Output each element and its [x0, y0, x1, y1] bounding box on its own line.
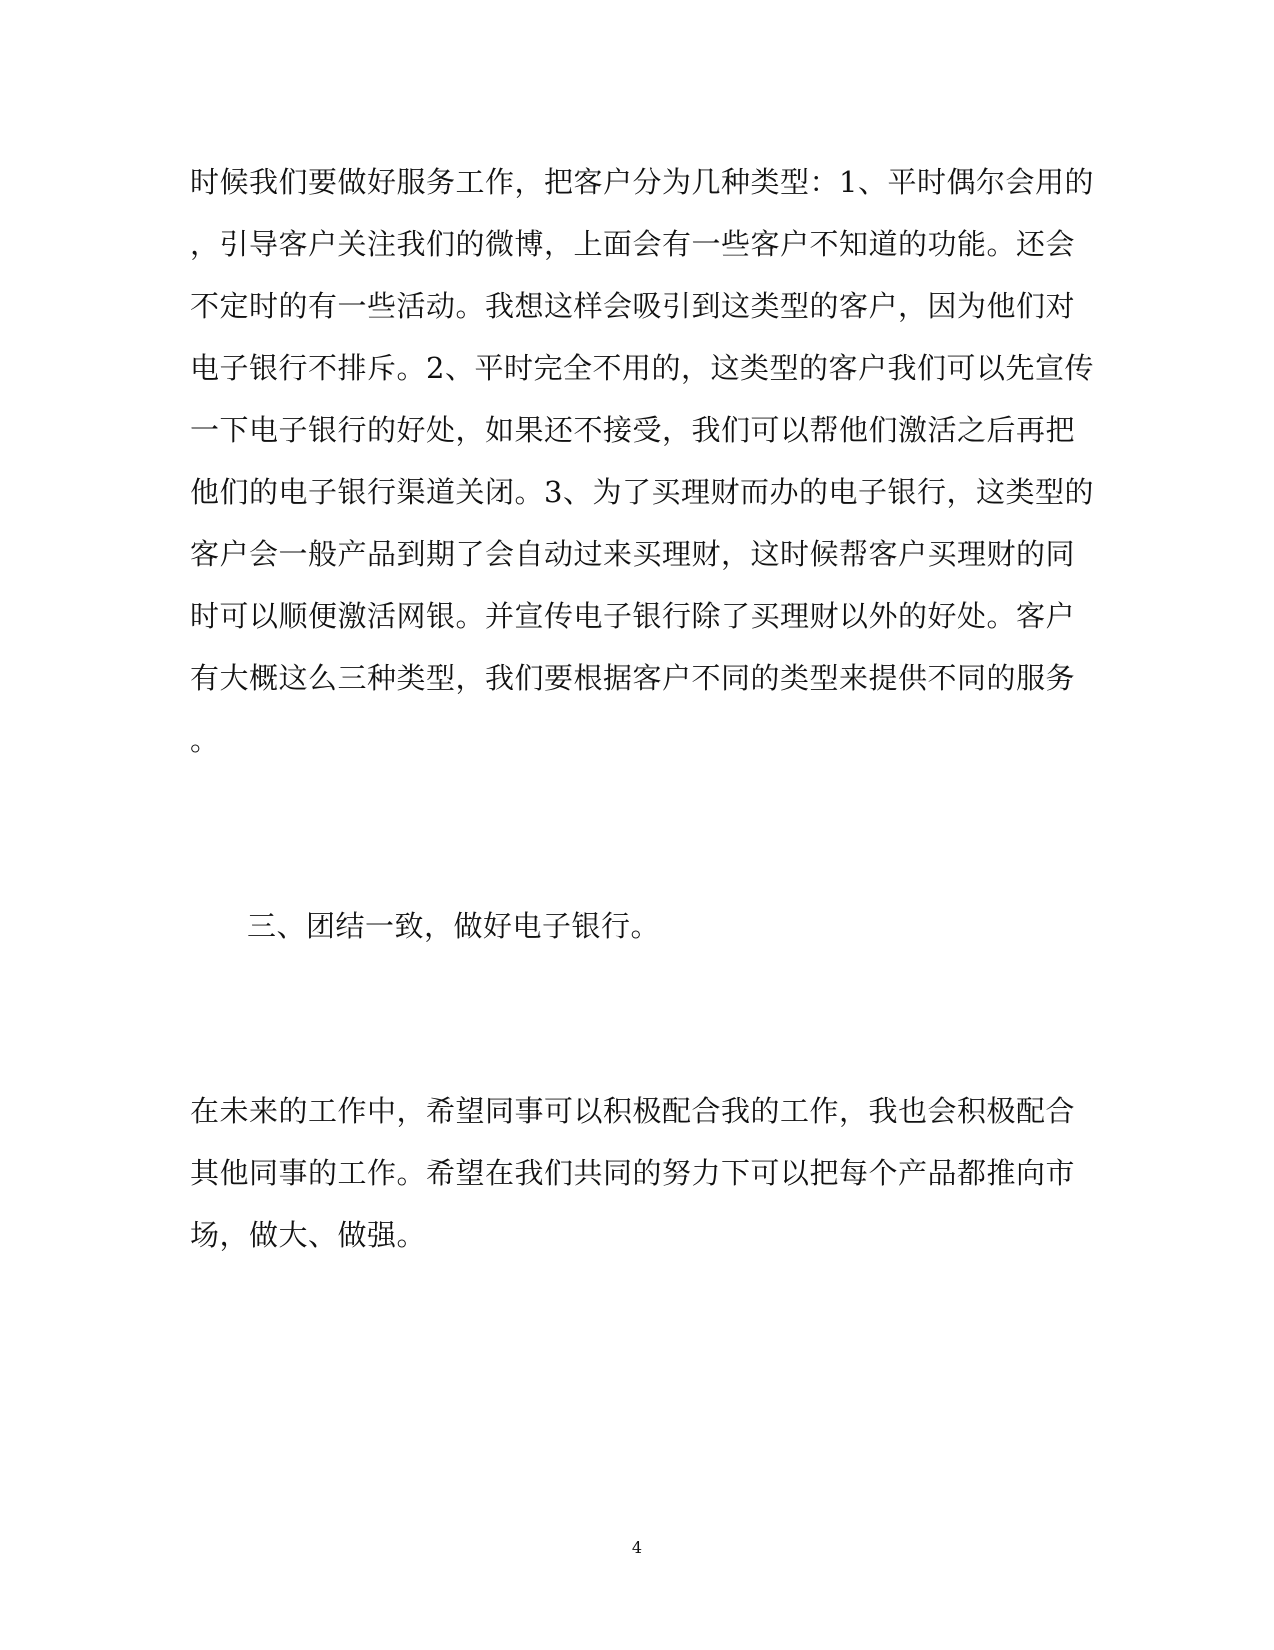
text-line: 场，做大、做强。: [190, 1218, 427, 1252]
text-line: 在未来的工作中，希望同事可以积极配合我的工作，我也会积极配合: [190, 1094, 1076, 1128]
text-line: ，引导客户关注我们的微博，上面会有一些客户不知道的功能。还会: [190, 227, 1076, 261]
section-heading: 三、团结一致，做好电子银行。: [247, 909, 661, 943]
text-line: 其他同事的工作。希望在我们共同的努力下可以把每个产品都推向市: [190, 1156, 1076, 1190]
text-line: 时候我们要做好服务工作，把客户分为几种类型：1、平时偶尔会用的: [190, 165, 1094, 199]
text-line: 他们的电子银行渠道关闭。3、为了买理财而办的电子银行，这类型的: [190, 475, 1094, 509]
text-line: 一下电子银行的好处，如果还不接受，我们可以帮他们激活之后再把: [190, 413, 1076, 447]
text-line: 有大概这么三种类型，我们要根据客户不同的类型来提供不同的服务: [190, 661, 1076, 695]
page-number: 4: [631, 1538, 643, 1557]
text-line: 电子银行不排斥。2、平时完全不用的，这类型的客户我们可以先宣传: [190, 351, 1094, 385]
text-line: 不定时的有一些活动。我想这样会吸引到这类型的客户，因为他们对: [190, 289, 1076, 323]
text-line: 客户会一般产品到期了会自动过来买理财，这时候帮客户买理财的同: [190, 537, 1076, 571]
text-line: 。: [190, 723, 220, 757]
text-line: 时可以顺便激活网银。并宣传电子银行除了买理财以外的好处。客户: [190, 599, 1076, 633]
